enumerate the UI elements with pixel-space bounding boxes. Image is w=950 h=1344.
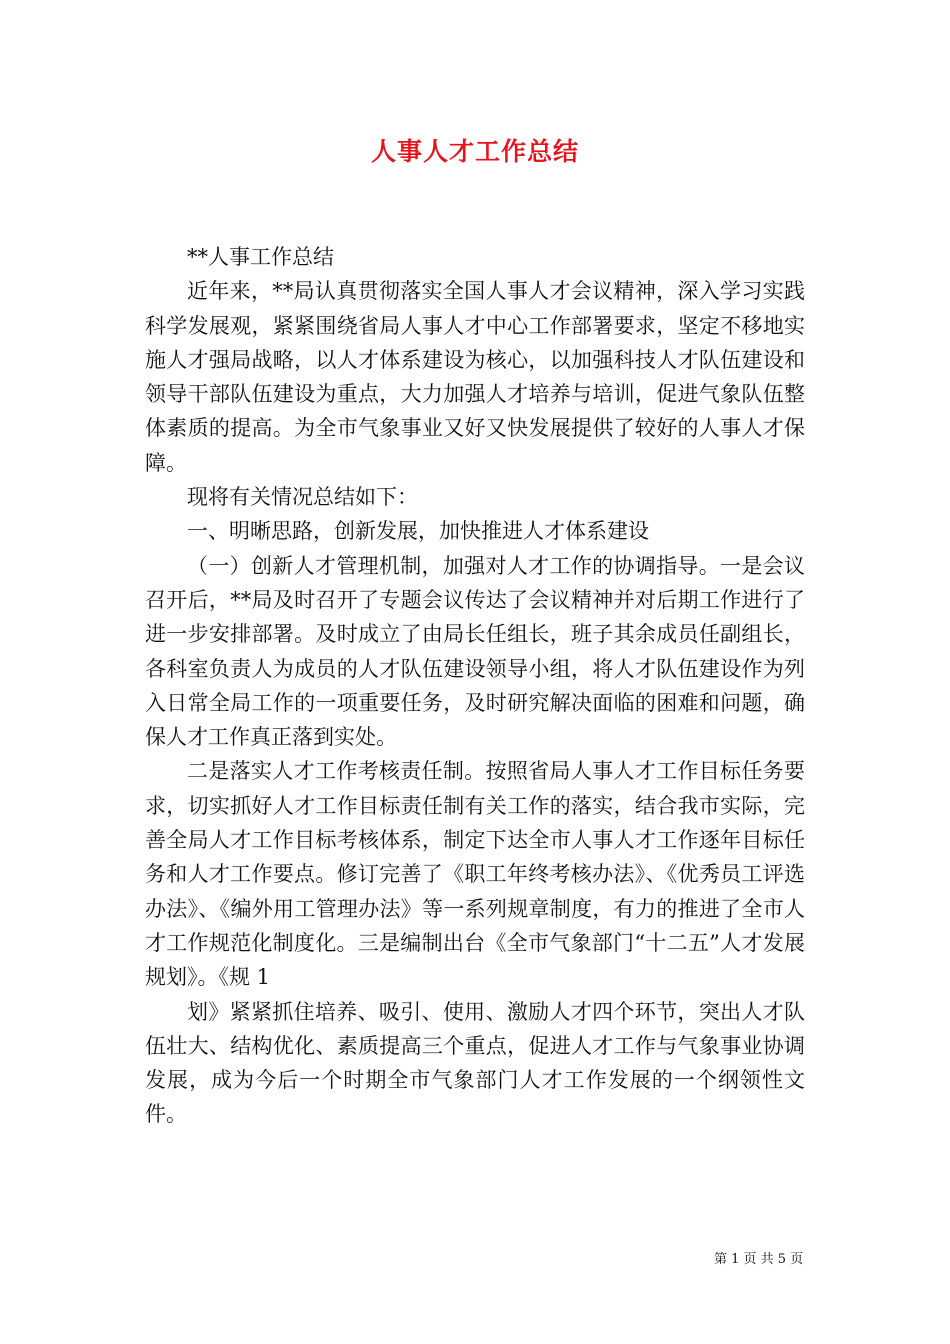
paragraph-subsection-1: （一）创新人才管理机制，加强对人才工作的协调指导。一是会议召开后，**局及时召开了专题会议传达了会议精神并对后期工作进行了进一步安排部署。及时成立了由局长任组长，班子其余成员任副组长，各科室负责人为成员的人才队伍建设领导小组，将人才队伍建设作为列入日常全局工作的一项重要任务，及时研究解决面临的困难和问题，确保人才工作真正落到实处。 <box>145 553 805 750</box>
page-number: 第 1 页 共 5 页 <box>714 1252 804 1267</box>
section-heading-1: 一、明晰思路，创新发展，加快推进人才体系建设 <box>187 519 649 544</box>
paragraph-responsibility: 二是落实人才工作考核责任制。按照省局人事人才工作目标任务要求，切实抓好人才工作目标责任制有关工作的落实，结合我市实际，完善全局人才工作目标考核体系，制定下达全市人事人才工作逐年目标任务和人才工作要点。修订完善了《职工年终考核办法》、《优秀员工评选办法》、《编外用工管理办法》等一系列规章制度，有力的推进了全市人才工作规范化制度化。三是编制出台《全市气象部门“十二五”人才发展规划》。《规 1 <box>145 759 805 990</box>
document-title: 人事人才工作总结 <box>370 137 579 166</box>
paragraph-plan: 划》紧紧抓住培养、吸引、使用、激励人才四个环节，突出人才队伍壮大、结构优化、素质提高三个重点，促进人才工作与气象事业协调发展，成为今后一个时期全市气象部门人才工作发展的一个纲领性文件。 <box>145 999 805 1127</box>
document-body <box>145 240 805 1132</box>
paragraph-intro: 近年来，**局认真贯彻落实全国人事人才会议精神，深入学习实践科学发展观，紧紧围绕省局人事人才中心工作部署要求，坚定不移地实施人才强局战略，以人才体系建设为核心，以加强科技人才队伍建设和领导干部队伍建设为重点，大力加强人才培养与培训，促进气象队伍整体素质的提高。为全市气象事业又好又快发展提供了较好的人事人才保障。 <box>145 279 805 475</box>
paragraph-summary-lead: 现将有关情况总结如下： <box>187 485 418 510</box>
paragraph-subtitle: **人事工作总结 <box>187 245 334 269</box>
